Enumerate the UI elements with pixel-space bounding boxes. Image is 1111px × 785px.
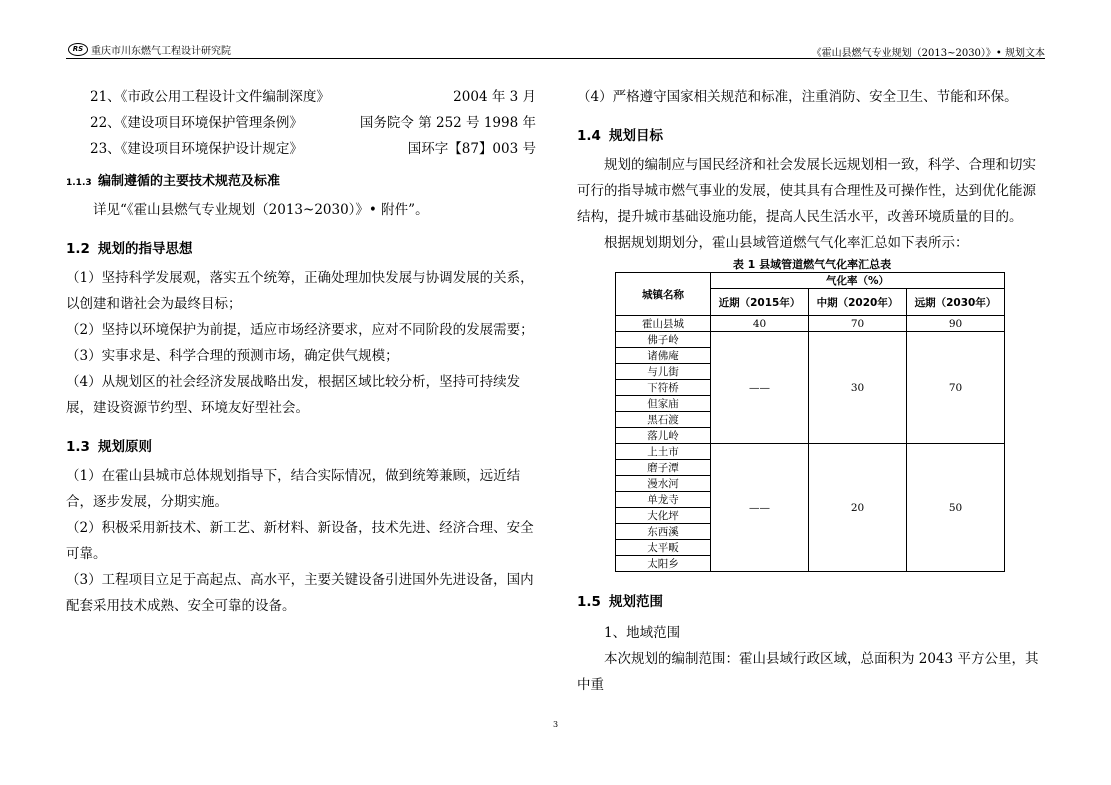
rate-cell: 50 — [907, 444, 1005, 572]
left-column — [66, 84, 536, 619]
paragraph: （2）积极采用新技术、新工艺、新材料、新设备，技术先进、经济合理、安全可靠。 — [66, 520, 534, 562]
rate-cell: —— — [711, 332, 809, 444]
town-cell: 佛子岭 — [616, 332, 711, 348]
section-1-1-3-text: 详见“《霍山县燃气专业规划（2013~2030）》• 附件”。 — [93, 202, 429, 218]
col-header-period: 近期（2015年） — [711, 289, 809, 316]
paragraph: （3）工程项目立足于高起点、高水平，主要关键设备引进国外先进设备，国内配套采用技术成熟、安全可靠的设备。 — [66, 572, 534, 614]
town-cell: 落儿岭 — [616, 428, 711, 444]
paragraph: （1）坚持科学发展观，落实五个统筹，正确处理加快发展与协调发展的关系，以创建和谐社会为最终目标； — [66, 270, 534, 312]
document-title: 《霍山县燃气专业规划（2013~2030）》• 规划文本 — [811, 48, 1045, 59]
paragraph: （1）在霍山县城市总体规划指导下，结合实际情况，做到统筹兼顾，远近结合，逐步发展，分期实施。 — [66, 468, 521, 510]
town-cell: 太阳乡 — [616, 556, 711, 572]
reference-item: 23、《建设项目环境保护设计规定》 国环字【87】003 号 — [90, 141, 536, 157]
col-header-rate: 气化率（%） — [711, 273, 1005, 289]
col-header-period: 中期（2020年） — [809, 289, 907, 316]
right-column — [577, 84, 1047, 698]
section-1-4-heading: 1.4 规划目标 — [577, 128, 663, 144]
section-1-3-body — [66, 463, 536, 619]
org-name: 重庆市川东燃气工程设计研究院 — [91, 46, 231, 57]
col-header-town: 城镇名称 — [616, 273, 711, 316]
town-cell: 漫水河 — [616, 476, 711, 492]
table-row — [616, 444, 1005, 460]
town-cell: 上土市 — [616, 444, 711, 460]
town-cell: 东西溪 — [616, 524, 711, 540]
paragraph: （3）实事求是、科学合理的预测市场，确定供气规模； — [66, 348, 399, 364]
rate-cell: —— — [711, 444, 809, 572]
reference-list — [66, 84, 536, 162]
town-cell: 黑石渡 — [616, 412, 711, 428]
reference-item: 21、《市政公用工程设计文件编制深度》 2004 年 3 月 — [90, 89, 536, 105]
town-cell: 下符桥 — [616, 380, 711, 396]
town-cell: 大化坪 — [616, 508, 711, 524]
header-org — [68, 42, 231, 57]
header-divider — [66, 58, 1045, 59]
table-row — [616, 316, 1005, 332]
logo-icon: RS — [68, 43, 88, 56]
paragraph: （4）严格遵守国家相关规范和标准，注重消防、安全卫生、节能和环保。 — [577, 89, 1018, 105]
section-1-5-subheading: 1、地域范围 — [604, 625, 681, 641]
page-number: 3 — [552, 720, 559, 729]
table-header-row — [616, 273, 1005, 289]
section-1-3-heading: 1.3 规划原则 — [66, 439, 152, 455]
rate-cell: 30 — [809, 332, 907, 444]
town-cell: 霍山县城 — [616, 316, 711, 332]
rate-cell: 20 — [809, 444, 907, 572]
town-cell: 磨子潭 — [616, 460, 711, 476]
section-1-4-table-intro: 根据规划期划分，霍山县域管道燃气气化率汇总如下表所示： — [604, 235, 969, 251]
section-1-5-text: 本次规划的编制范围：霍山县域行政区域，总面积为 2043 平方公里，其中重 — [577, 651, 1039, 693]
section-1-4-goal: 规划的编制应与国民经济和社会发展长远规划相一致，科学、合理和切实可行的指导城市燃气事业的发展，使其具有合理性及可操作性，达到优化能源结构，提升城市基础设施功能，提高人民生活水平，改善环境质量的目的。 — [577, 157, 1036, 225]
town-cell: 与儿街 — [616, 364, 711, 380]
town-cell: 单龙寺 — [616, 492, 711, 508]
gasification-rate-table — [615, 272, 1005, 572]
section-1-1-3-heading: 1.1.3 编制遵循的主要技术规范及标准 — [66, 174, 281, 189]
reference-item: 22、《建设项目环境保护管理条例》 国务院令 第 252 号 1998 年 — [90, 115, 536, 131]
paragraph: （2）坚持以环境保护为前提，适应市场经济要求，应对不同阶段的发展需要； — [66, 322, 534, 338]
rate-cell: 40 — [711, 316, 809, 332]
paragraph: （4）从规划区的社会经济发展战略出发，根据区域比较分析，坚持可持续发展，建设资源节约型、环境友好型社会。 — [66, 374, 521, 416]
rate-cell: 70 — [907, 332, 1005, 444]
town-cell: 但家庙 — [616, 396, 711, 412]
town-cell: 诸佛庵 — [616, 348, 711, 364]
town-cell: 太平畈 — [616, 540, 711, 556]
section-1-2-heading: 1.2 规划的指导思想 — [66, 241, 193, 257]
table-row — [616, 332, 1005, 348]
rate-cell: 70 — [809, 316, 907, 332]
col-header-period: 远期（2030年） — [907, 289, 1005, 316]
table-caption: 表 1 县域管道燃气气化率汇总表 — [732, 258, 892, 271]
section-1-5-heading: 1.5 规划范围 — [577, 594, 663, 610]
rate-cell: 90 — [907, 316, 1005, 332]
section-1-2-body — [66, 265, 536, 421]
